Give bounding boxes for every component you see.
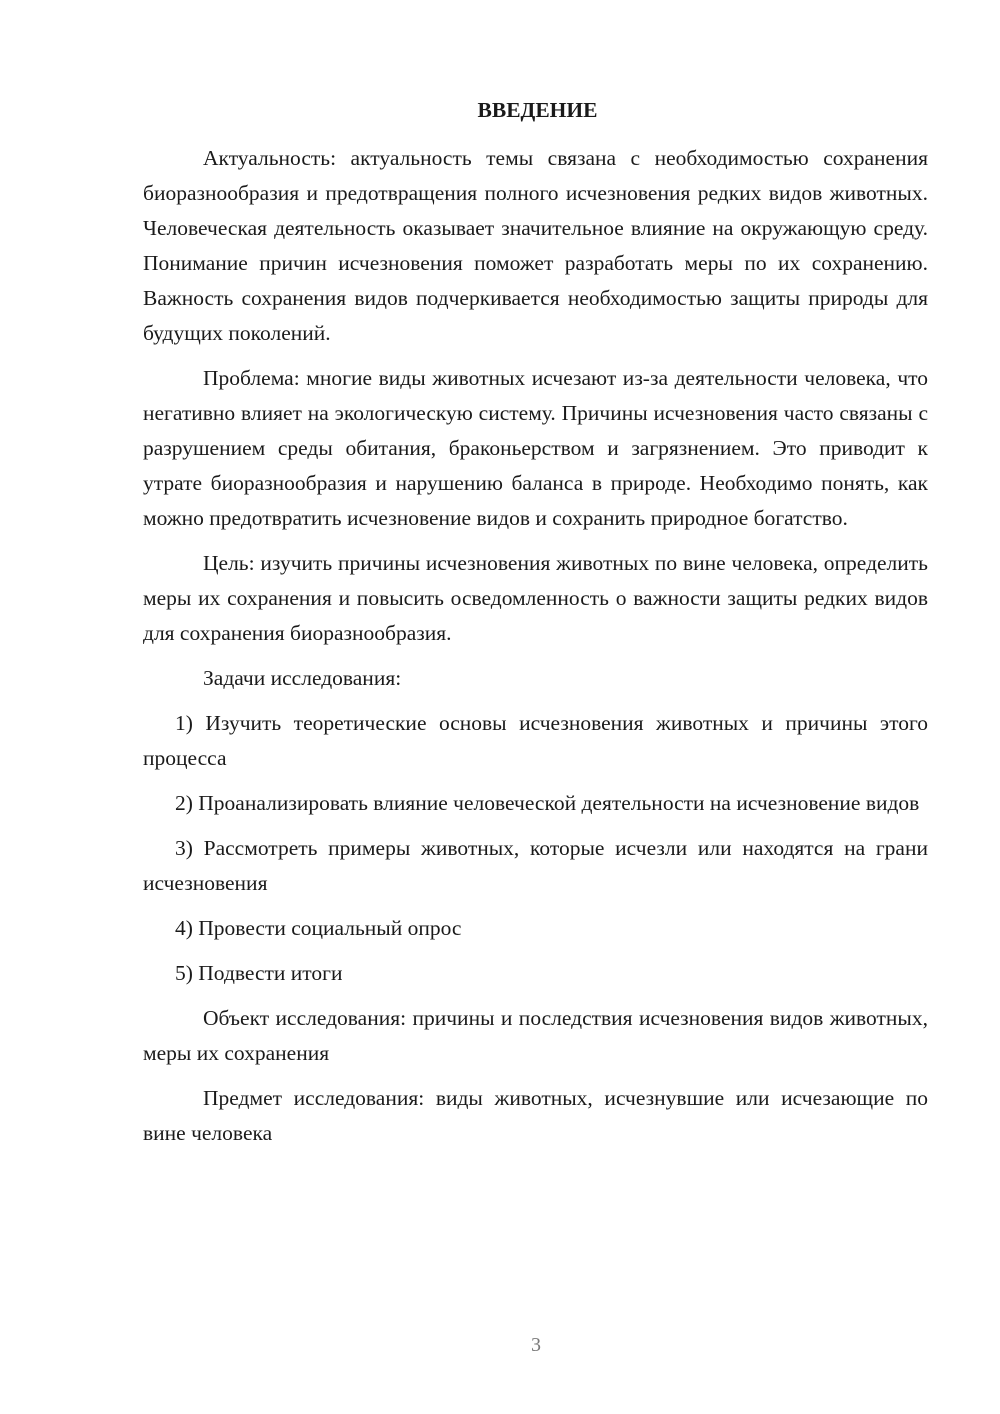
- task-item-2: 2) Проанализировать влияние человеческой деятельности на исчезновение видов: [175, 791, 920, 815]
- task-item-4: 4) Провести социальный опрос: [175, 916, 462, 940]
- task-item-3: 3) Рассмотреть примеры животных, которые исчезли или находятся на грани исчезновения: [143, 836, 928, 895]
- relevance-paragraph: Актуальность: актуальность темы связана с необходимостью сохранения биоразнообразия и предотвращения полного исчезновения редких видов животных. Человеческая деятельность оказывает значительное влияние на окружающую среду. Понимание причин исчезновения поможет разработать меры по их сохранению. Важность сохранения видов подчеркивается необходимостью защиты природы для будущих поколений.: [143, 146, 928, 345]
- document-page: [143, 93, 928, 1161]
- page-number: 3: [531, 1334, 541, 1356]
- problem-paragraph: Проблема: многие виды животных исчезают из-за деятельности человека, что негативно влияет на экологическую систему. Причины исчезновения часто связаны с разрушением среды обитания, браконьерством и загрязнением. Это приводит к утрате биоразнообразия и нарушению баланса в природе. Необходимо понять, как можно предотвратить исчезновение видов и сохранить природное богатство.: [143, 366, 928, 530]
- section-heading: ВВЕДЕНИЕ: [477, 98, 598, 122]
- tasks-title: Задачи исследования:: [203, 666, 402, 690]
- subject-paragraph: Предмет исследования: виды животных, исчезнувшие или исчезающие по вине человека: [143, 1086, 928, 1145]
- task-item-1: 1) Изучить теоретические основы исчезновения животных и причины этого процесса: [143, 711, 928, 770]
- object-paragraph: Объект исследования: причины и последствия исчезновения видов животных, меры их сохранения: [143, 1006, 928, 1065]
- task-item-5: 5) Подвести итоги: [175, 961, 343, 985]
- goal-paragraph: Цель: изучить причины исчезновения животных по вине человека, определить меры их сохранения и повысить осведомленность о важности защиты редких видов для сохранения биоразнообразия.: [143, 551, 928, 645]
